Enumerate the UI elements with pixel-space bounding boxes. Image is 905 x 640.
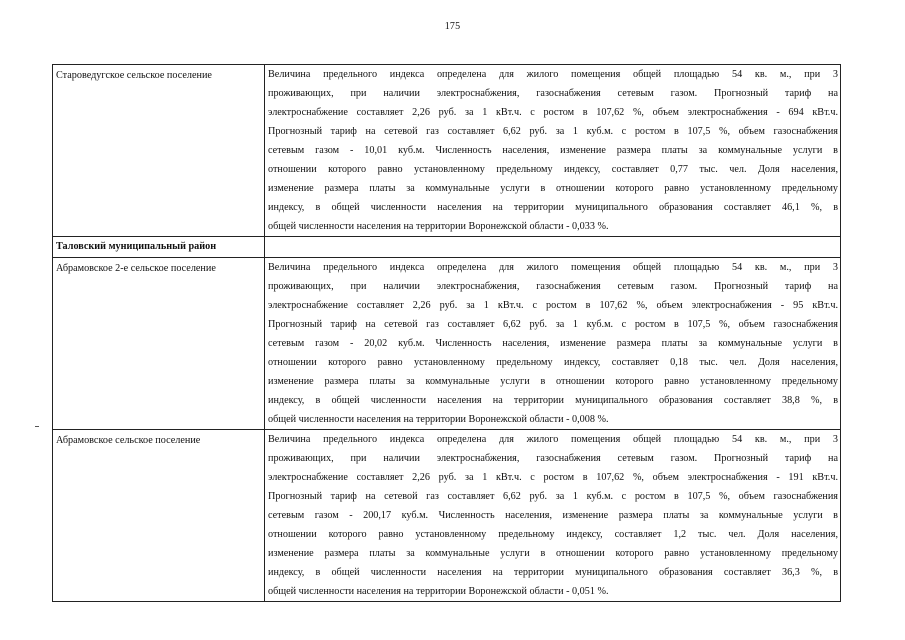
description-line: общей численности населения на территории Воронежской области - 0,008 %. [268,414,609,425]
description-line: электроснабжение составляет 2,26 руб. за 1 кВт.ч. с ростом в 107,62 %, объем электроснабжения - 95 кВт.ч. [268,300,838,311]
description-line: Величина предельного индекса определена для жилого помещения общей площадью 54 кв. м., при 3 [268,69,838,80]
description-line: сетевым газом - 200,17 куб.м. Численность населения, изменение размера платы за коммунальные услуги в [268,510,838,521]
table-row [53,258,841,430]
description-line: индексу, в общей численности населения на территории муниципального образования составляет 36,3 %, в [268,567,838,578]
description-line: изменение размера платы за коммунальные услуги в отношении которого равно установленному предельному [268,376,838,387]
description-line: отношении которого равно установленному предельному индексу, составляет 0,18 тыс. чел. Доля населения, [268,357,838,368]
description-line: проживающих, при наличии электроснабжения, газоснабжения сетевым газом. Прогнозный тариф на [268,88,838,99]
settlement-name: Староведугское сельское поселение [53,65,265,237]
description-line: отношении которого равно установленному предельному индексу, составляет 0,77 тыс. чел. Доля населения, [268,164,838,175]
description-line: Прогнозный тариф на сетевой газ составляет 6,62 руб. за 1 куб.м. с ростом в 107,5 %, объем газоснабжения [268,319,838,330]
description-line: сетевым газом - 10,01 куб.м. Численность населения, изменение размера платы за коммунальные услуги в [268,145,838,156]
description-line: Прогнозный тариф на сетевой газ составляет 6,62 руб. за 1 куб.м. с ростом в 107,5 %, объем газоснабжения [268,491,838,502]
district-name: Таловский муниципальный район [53,237,265,258]
description-line: изменение размера платы за коммунальные услуги в отношении которого равно установленному предельному [268,183,838,194]
description-line: электроснабжение составляет 2,26 руб. за 1 кВт.ч. с ростом в 107,62 %, объем электроснабжения - 191 кВт.ч. [268,472,838,483]
description-line: электроснабжение составляет 2,26 руб. за 1 кВт.ч. с ростом в 107,62 %, объем электроснабжения - 694 кВт.ч. [268,107,838,118]
table-row [53,430,841,602]
margin-mark [35,426,39,427]
table-row [53,65,841,237]
description-line: проживающих, при наличии электроснабжения, газоснабжения сетевым газом. Прогнозный тариф на [268,281,838,292]
settlement-description [265,65,841,237]
description-line: сетевым газом - 20,02 куб.м. Численность населения, изменение размера платы за коммунальные услуги в [268,338,838,349]
settlement-description [265,258,841,430]
settlement-description [265,430,841,602]
description-line: изменение размера платы за коммунальные услуги в отношении которого равно установленному предельному [268,548,838,559]
description-line: индексу, в общей численности населения на территории муниципального образования составляет 38,8 %, в [268,395,838,406]
description-line: проживающих, при наличии электроснабжения, газоснабжения сетевым газом. Прогнозный тариф на [268,453,838,464]
district-row [53,237,841,258]
description-line: Прогнозный тариф на сетевой газ составляет 6,62 руб. за 1 куб.м. с ростом в 107,5 %, объем газоснабжения [268,126,838,137]
description-line: Величина предельного индекса определена для жилого помещения общей площадью 54 кв. м., при 3 [268,262,838,273]
description-line: Величина предельного индекса определена для жилого помещения общей площадью 54 кв. м., при 3 [268,434,838,445]
district-empty-cell [265,237,841,258]
description-line: общей численности населения на территории Воронежской области - 0,033 %. [268,221,609,232]
description-line: отношении которого равно установленному предельному индексу, составляет 1,2 тыс. чел. Доля населения, [268,529,838,540]
settlements-table [52,64,841,602]
description-line: индексу, в общей численности населения на территории муниципального образования составляет 46,1 %, в [268,202,838,213]
page-number: 175 [444,21,461,32]
settlement-name: Абрамовское 2-е сельское поселение [53,258,265,430]
description-line: общей численности населения на территории Воронежской области - 0,051 %. [268,586,609,597]
settlement-name: Абрамовское сельское поселение [53,430,265,602]
